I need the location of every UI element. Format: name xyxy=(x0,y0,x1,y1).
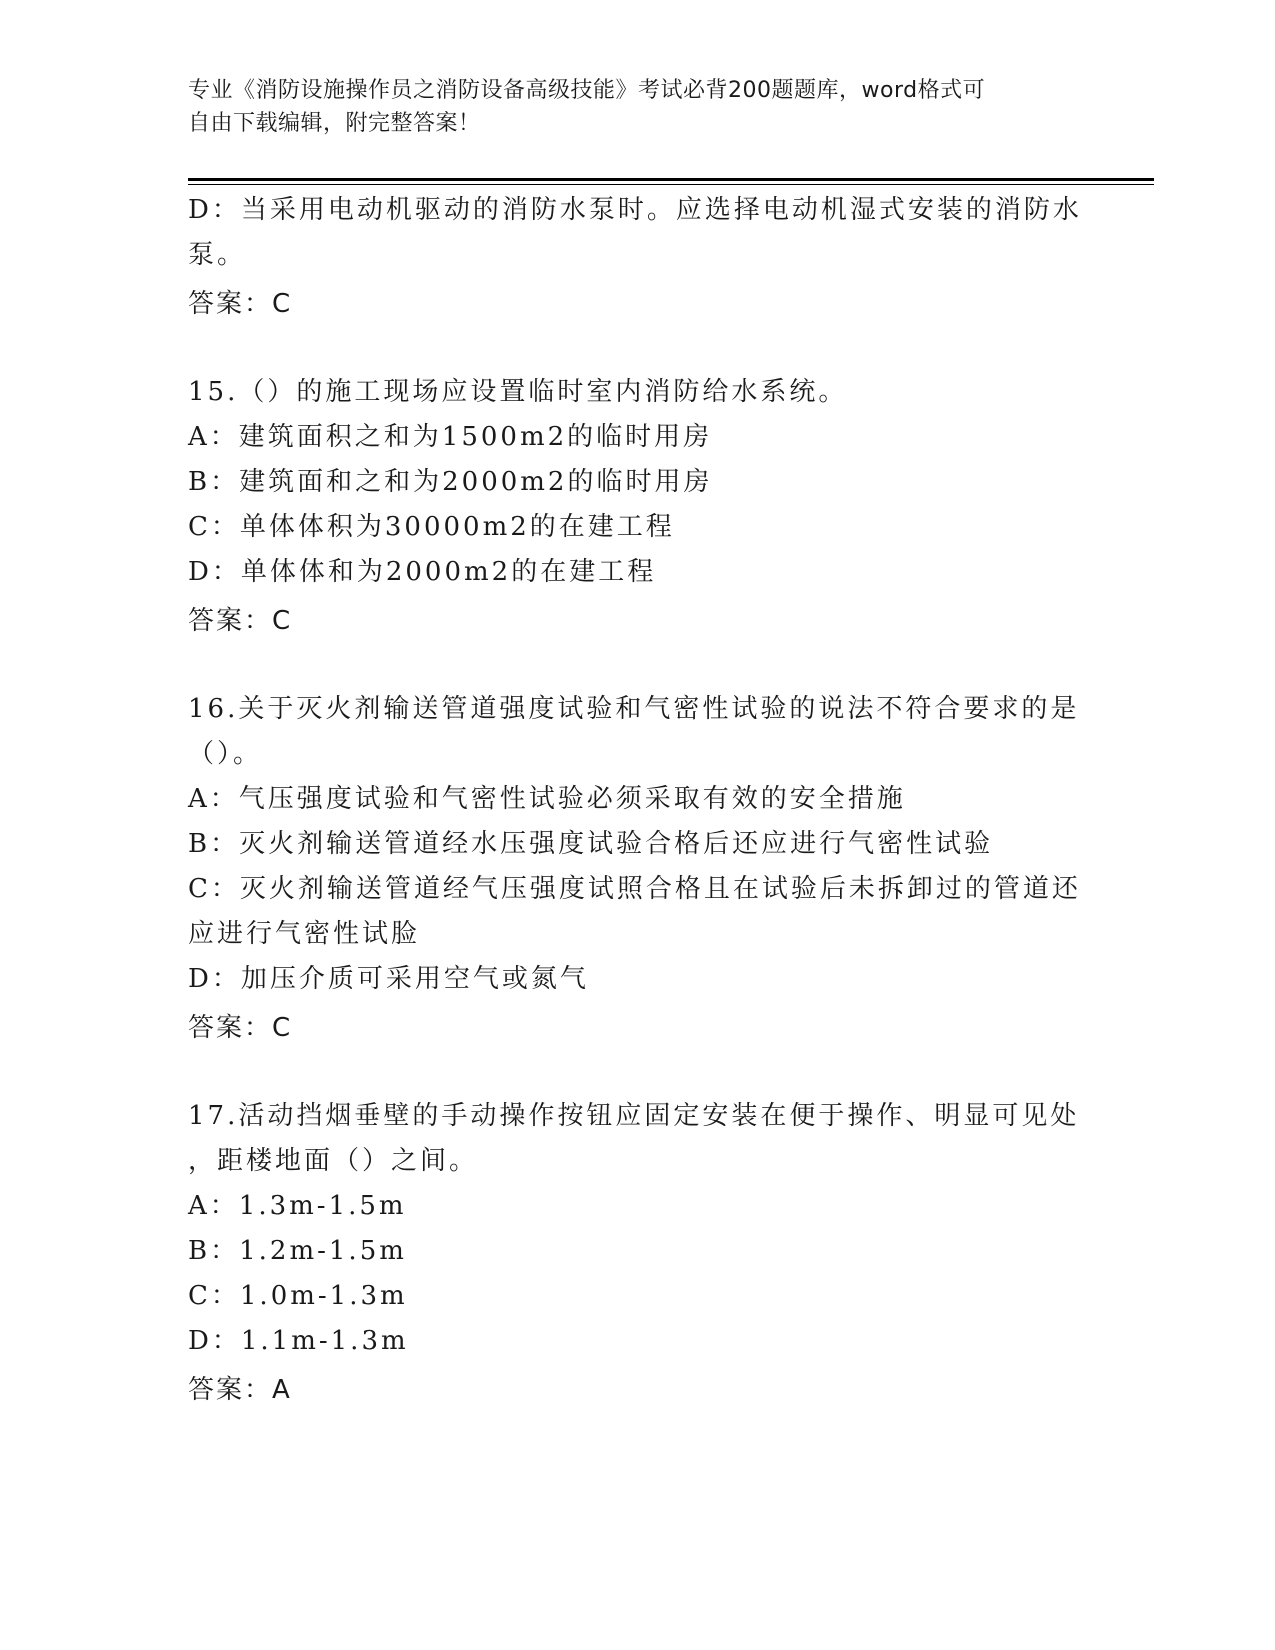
option-c: C：灭火剂输送管道经气压强度试照合格且在试验后未拆卸过的管道还 xyxy=(188,874,1081,904)
option-d: D：加压介质可采用空气或氮气 xyxy=(188,964,589,994)
option-c: C：单体体积为30000m2的在建工程 xyxy=(188,512,675,542)
option-d: D：单体体和为2000m2的在建工程 xyxy=(188,557,657,587)
spacer xyxy=(188,1054,1088,1094)
answer-label: 答案：C xyxy=(188,289,293,319)
question-stem: 17.活动挡烟垂壁的手动操作按钮应固定安装在便于操作、明显可见处 xyxy=(188,1101,1080,1131)
spacer xyxy=(188,647,1088,687)
question-17 xyxy=(188,1094,1088,1416)
question-list xyxy=(188,188,1088,1416)
option-a: A：1.3m-1.5m xyxy=(188,1191,407,1221)
document-header xyxy=(188,74,1068,140)
header-title-line-2: 自由下载编辑，附完整答案！ xyxy=(188,111,481,136)
answer-label: 答案：C xyxy=(188,1013,293,1043)
option-b: B：1.2m-1.5m xyxy=(188,1236,407,1266)
question-15 xyxy=(188,370,1088,647)
option-b: B：建筑面和之和为2000m2的临时用房 xyxy=(188,467,713,497)
option-d: D：1.1m-1.3m xyxy=(188,1326,409,1356)
option-d-continued: 泵。 xyxy=(188,240,247,270)
question-stem-continued: ，距楼地面（）之间。 xyxy=(188,1146,479,1176)
option-c-continued: 应进行气密性试脸 xyxy=(188,919,421,949)
option-a: A：建筑面积之和为1500m2的临时用房 xyxy=(188,422,713,452)
answer-label: 答案：A xyxy=(188,1375,292,1405)
question-stem: 16.关于灭火剂输送管道强度试验和气密性试验的说法不符合要求的是 xyxy=(188,694,1080,724)
option-b: B：灭火剂输送管道经水压强度试验合格后还应进行气密性试验 xyxy=(188,829,994,859)
header-divider-thick xyxy=(188,178,1154,181)
header-divider-thin xyxy=(188,184,1154,185)
spacer xyxy=(188,330,1088,370)
option-d: D：当采用电动机驱动的消防水泵时。应选择电动机湿式安装的消防水 xyxy=(188,195,1082,225)
option-a: A：气压强度试验和气密性试验必须采取有效的安全措施 xyxy=(188,784,906,814)
question-stem: 15.（）的施工现场应设置临时室内消防给水系统。 xyxy=(188,377,848,407)
question-stem-continued: （）。 xyxy=(188,739,263,769)
header-title-line-1: 专业《消防设施操作员之消防设备高级技能》考试必背200题题库，word格式可 xyxy=(188,78,986,103)
question-14-tail xyxy=(188,188,1088,330)
question-16 xyxy=(188,687,1088,1054)
answer-label: 答案：C xyxy=(188,606,293,636)
option-c: C：1.0m-1.3m xyxy=(188,1281,408,1311)
